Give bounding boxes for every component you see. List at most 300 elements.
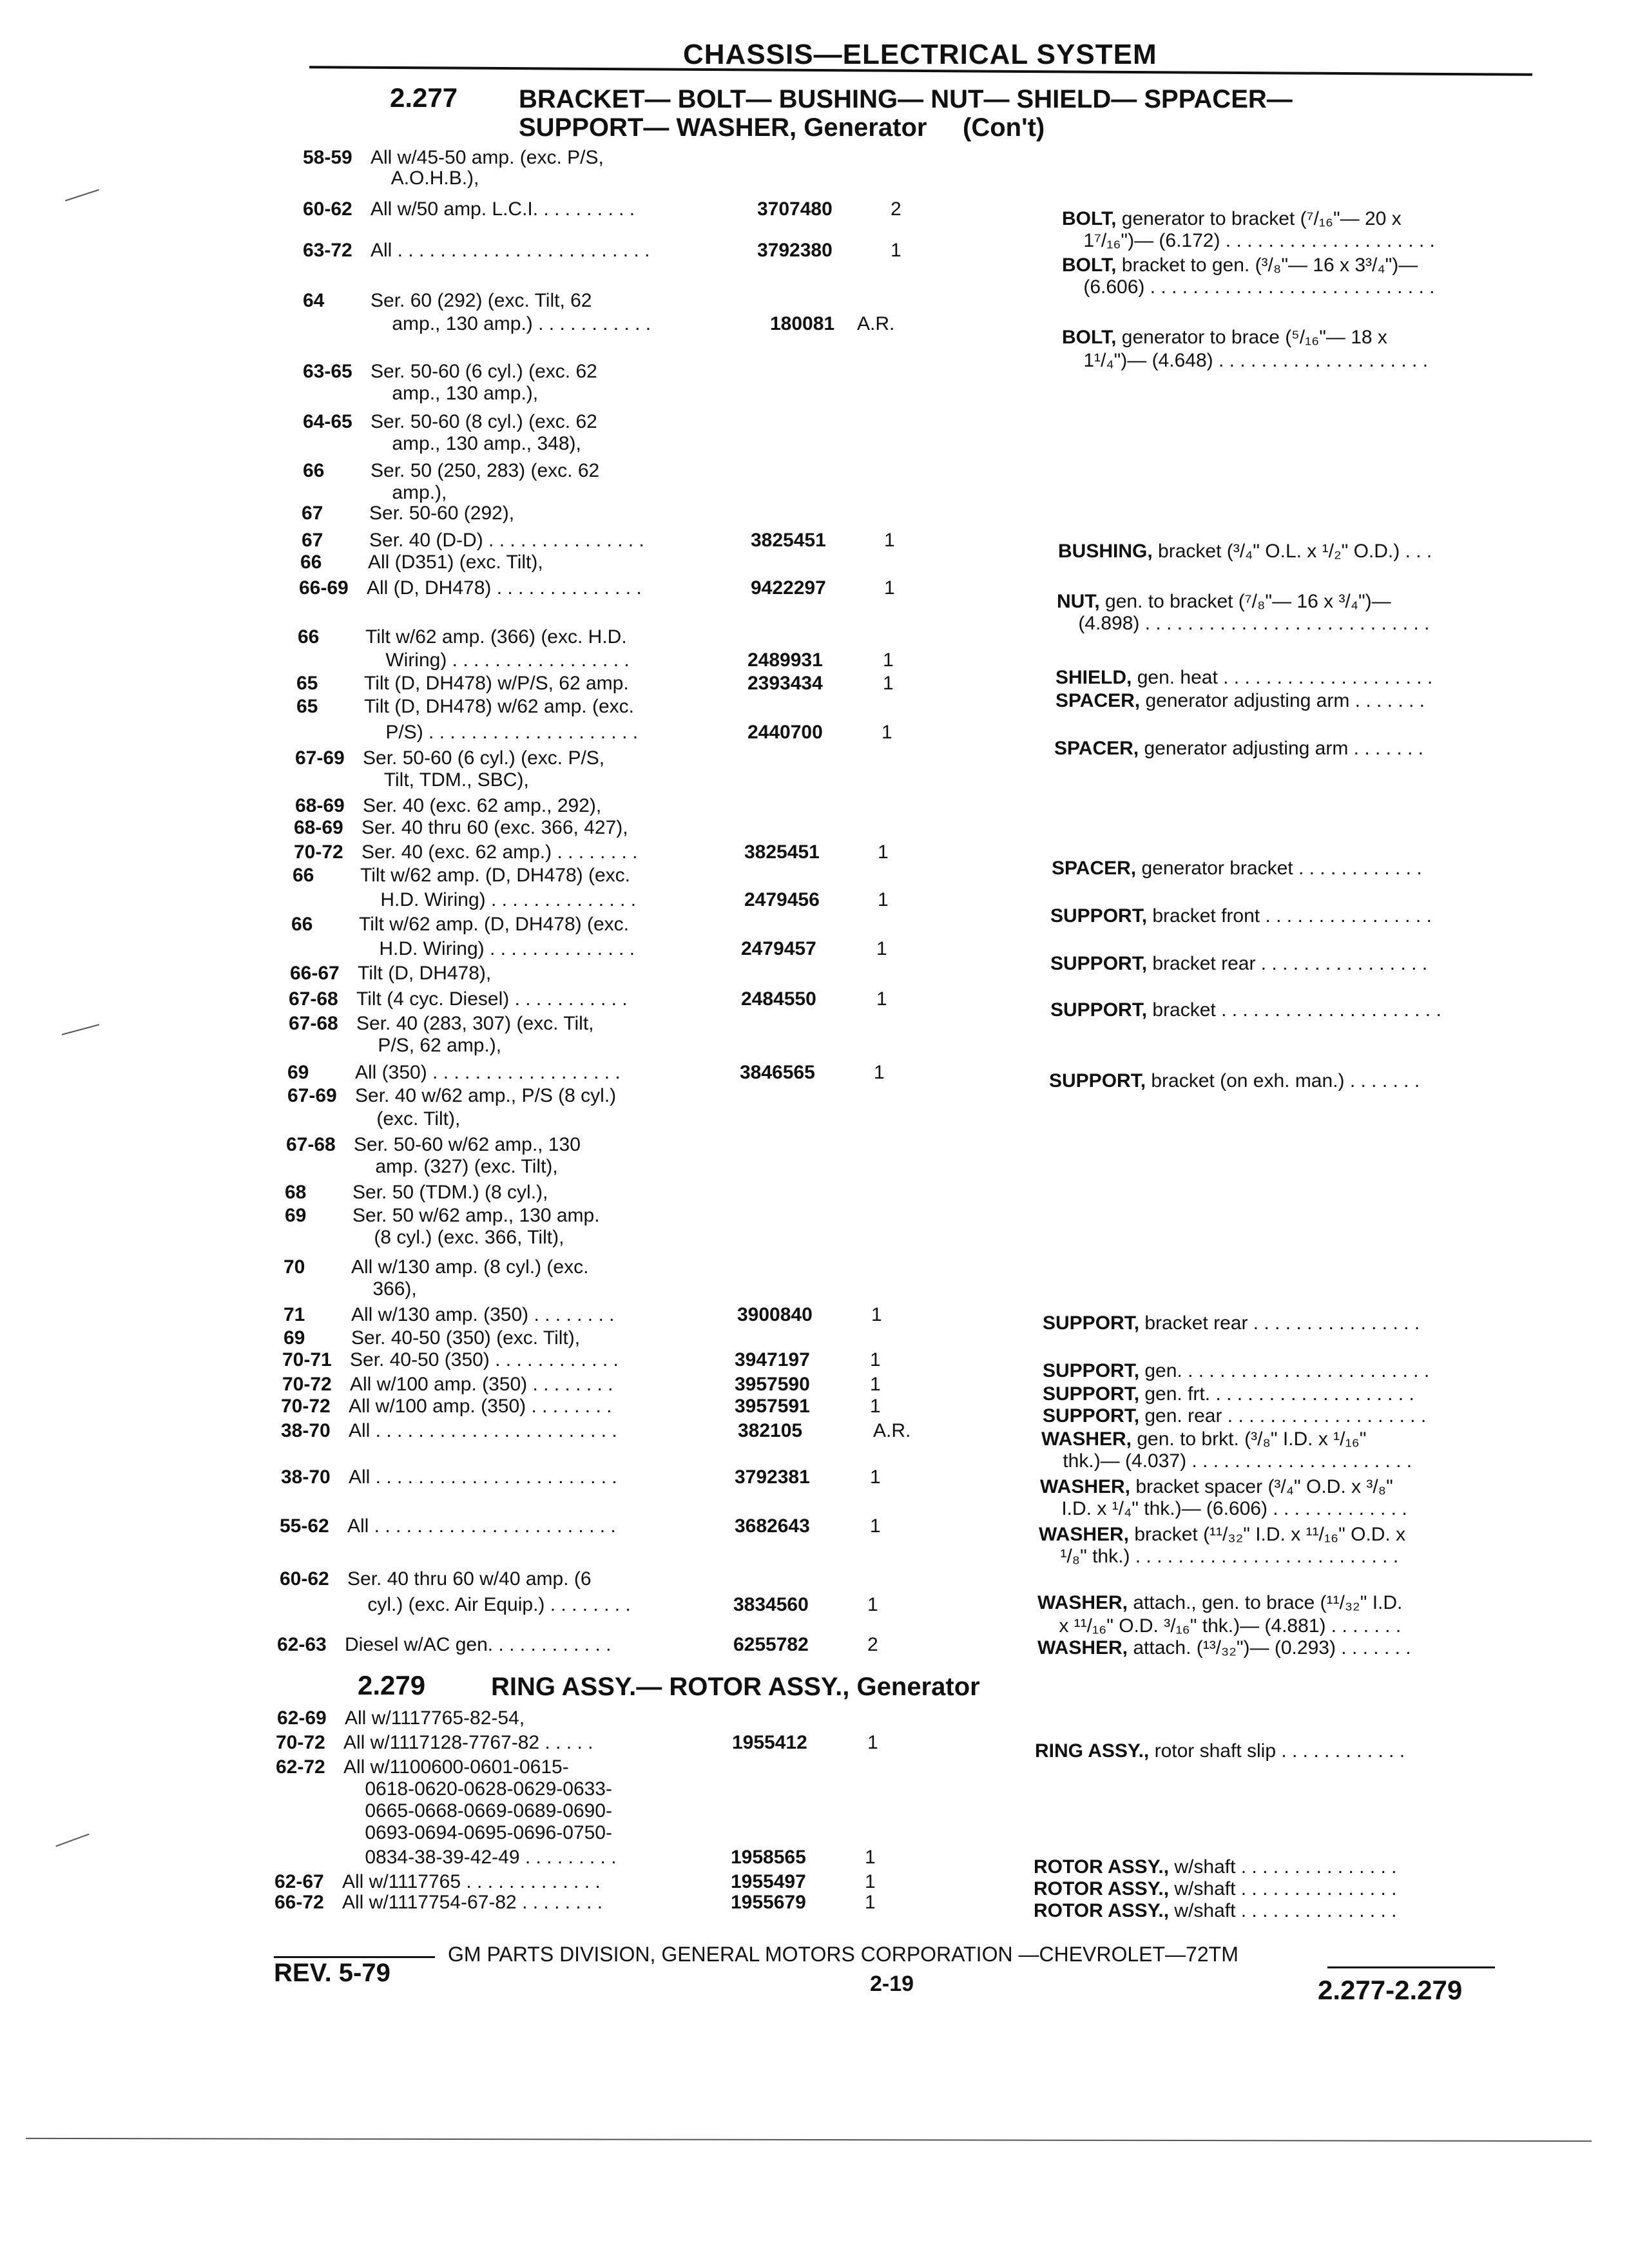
model-application: All w/1117765-82-54, <box>345 1707 525 1729</box>
quantity: 1 <box>870 1374 881 1395</box>
table-row <box>303 240 947 262</box>
model-years: 70-72 <box>294 841 343 863</box>
part-specification: bracket to gen. (³/₈"— 16 x 3³/₄")— <box>1116 255 1418 276</box>
model-application: Tilt w/62 amp. (D, DH478) (exc. <box>359 914 629 935</box>
model-years: 67-68 <box>286 1134 336 1155</box>
model-years: 66 <box>300 552 322 573</box>
table-row <box>276 1822 920 1844</box>
part-name: SUPPORT, <box>1043 1312 1140 1334</box>
model-years: 60-62 <box>280 1568 329 1590</box>
model-years: 66 <box>293 865 314 886</box>
part-description <box>1050 999 1441 1022</box>
table-row <box>289 1035 933 1057</box>
part-specification: (6.606) . . . . . . . . . . . . . . . . . . . . . . . . . . . <box>1062 276 1435 298</box>
scan-mark <box>55 1834 89 1847</box>
table-row <box>285 1182 929 1204</box>
table-row <box>303 147 947 169</box>
table-row <box>285 1205 929 1227</box>
part-specification: ¹/₈" thk.) . . . . . . . . . . . . . . . . . . . . . . . . . <box>1039 1546 1399 1567</box>
table-row <box>294 841 938 863</box>
part-name: WASHER, <box>1039 1524 1130 1545</box>
part-number: 2489931 <box>747 649 823 671</box>
part-specification: attach., gen. to brace (¹¹/₃₂" I.D. <box>1128 1592 1403 1613</box>
part-description <box>1043 1383 1414 1406</box>
quantity: 1 <box>871 1304 882 1325</box>
model-years: 64-65 <box>303 411 352 432</box>
quantity: 1 <box>882 722 892 743</box>
model-years: 65 <box>296 696 318 717</box>
model-years: 70 <box>284 1256 305 1278</box>
model-application: Ser. 50-60 (6 cyl.) (exc. P/S, <box>363 747 605 769</box>
part-description <box>1057 590 1391 613</box>
page-number: 2-19 <box>870 1972 914 1996</box>
part-specification: gen. to brkt. (³/₈" I.D. x ¹/₁₆" <box>1132 1428 1367 1450</box>
part-specification: bracket spacer (³/₄" O.D. x ³/₈" <box>1130 1476 1393 1497</box>
model-years: 38-70 <box>281 1466 331 1488</box>
part-description <box>1043 1360 1429 1383</box>
table-row <box>290 938 934 960</box>
table-row <box>282 1349 927 1371</box>
table-row <box>284 1256 928 1278</box>
part-specification: gen. to bracket (⁷/₈"— 16 x ³/₄")— <box>1099 591 1391 612</box>
model-years: 62-67 <box>275 1871 324 1892</box>
model-years: 55-62 <box>280 1515 329 1537</box>
model-years: 67-68 <box>289 988 338 1010</box>
model-application: Ser. 40 thru 60 w/40 amp. (6 <box>347 1568 592 1590</box>
part-specification: attach. (¹³/₃₂")— (0.293) . . . . . . . <box>1128 1637 1411 1658</box>
table-row <box>303 482 947 504</box>
part-description <box>1055 666 1432 689</box>
model-application: 0693-0694-0695-0696-0750- <box>343 1822 612 1843</box>
quantity: 1 <box>876 988 887 1010</box>
part-name: WASHER, <box>1040 1476 1131 1497</box>
part-number: 2479456 <box>744 889 820 910</box>
part-name: SHIELD, <box>1055 667 1132 688</box>
quantity: A.R. <box>857 313 895 334</box>
quantity: 1 <box>883 649 894 671</box>
quantity: 1 <box>884 530 895 551</box>
part-description <box>1062 207 1402 231</box>
footer-revision: REV. 5-79 <box>274 1959 390 1987</box>
model-application: amp., 130 amp.), <box>371 383 539 404</box>
model-application: (8 cyl.) (exc. 366, Tilt), <box>352 1227 564 1248</box>
part-description <box>1039 1545 1398 1568</box>
part-specification: generator to bracket (⁷/₁₆"— 20 x <box>1116 208 1402 229</box>
model-application: Ser. 40 thru 60 (exc. 366, 427), <box>361 817 628 838</box>
part-number: 3957591 <box>735 1396 810 1417</box>
part-name: BOLT, <box>1062 327 1117 348</box>
model-application: Ser. 50 (TDM.) (8 cyl.), <box>352 1182 548 1203</box>
part-name: ROTOR ASSY., <box>1034 1900 1170 1921</box>
part-name: WASHER, <box>1041 1428 1132 1450</box>
part-specification: w/shaft . . . . . . . . . . . . . . . <box>1169 1856 1397 1878</box>
part-specification: bracket . . . . . . . . . . . . . . . . . . . . . <box>1147 999 1441 1021</box>
model-application: All (350) . . . . . . . . . . . . . . . . . . <box>355 1062 621 1083</box>
model-application: Tilt, TDM., SBC), <box>363 769 529 791</box>
table-row <box>302 503 946 524</box>
quantity: 2 <box>867 1634 878 1655</box>
model-application: All w/130 amp. (8 cyl.) (exc. <box>351 1256 589 1278</box>
model-application: P/S, 62 amp.), <box>356 1035 502 1056</box>
part-name: SPACER, <box>1052 858 1137 879</box>
part-specification: bracket (on exh. man.) . . . . . . . <box>1146 1070 1420 1091</box>
part-specification: w/shaft . . . . . . . . . . . . . . . <box>1169 1900 1397 1921</box>
quantity: 1 <box>878 841 889 863</box>
model-application: Ser. 50-60 w/62 amp., 130 <box>354 1134 581 1155</box>
model-years: 66-72 <box>275 1892 324 1913</box>
section-title-line1: RING ASSY.— ROTOR ASSY., Generator <box>491 1673 980 1701</box>
section-number: 2.277 <box>390 82 458 113</box>
table-row <box>291 889 936 911</box>
table-row <box>284 1278 928 1300</box>
table-row <box>303 383 947 405</box>
model-years: 70-72 <box>281 1396 331 1417</box>
model-years: 67-68 <box>289 1013 338 1034</box>
part-specification: bracket rear . . . . . . . . . . . . . . . . <box>1147 953 1428 974</box>
model-years: 63-65 <box>303 361 352 382</box>
table-row <box>285 1227 929 1249</box>
table-row <box>280 1568 924 1590</box>
model-application: Tilt w/62 amp. (D, DH478) (exc. <box>360 865 630 886</box>
table-row <box>275 1871 919 1893</box>
part-name: RING ASSY., <box>1035 1740 1150 1762</box>
table-row <box>286 1134 930 1156</box>
table-row <box>303 168 947 189</box>
model-years: 67 <box>302 503 323 524</box>
part-description <box>1043 1405 1426 1428</box>
section-title-line1: BRACKET— BOLT— BUSHING— NUT— SHIELD— SPPACER— <box>519 85 1293 113</box>
model-years: 66-67 <box>290 963 340 984</box>
table-row <box>276 1778 920 1800</box>
model-years: 64 <box>303 290 325 311</box>
model-application: Ser. 60 (292) (exc. Tilt, 62 <box>371 290 592 311</box>
model-application: Ser. 50 (250, 283) (exc. 62 <box>371 460 600 481</box>
table-row <box>287 1108 932 1130</box>
part-name: WASHER, <box>1037 1592 1128 1613</box>
part-name: ROTOR ASSY., <box>1034 1856 1170 1878</box>
model-years: 67-69 <box>287 1085 337 1106</box>
model-application: Tilt w/62 amp. (366) (exc. H.D. <box>365 626 627 648</box>
part-description <box>1043 1312 1420 1335</box>
part-name: SUPPORT, <box>1043 1360 1140 1381</box>
table-row <box>296 649 941 671</box>
part-specification: I.D. x ¹/₄" thk.)— (6.606) . . . . . . . . . . . . . <box>1040 1498 1407 1519</box>
model-application: amp., 130 amp.) . . . . . . . . . . . <box>371 313 651 334</box>
model-years: 62-72 <box>276 1756 325 1778</box>
model-application: cyl.) (exc. Air Equip.) . . . . . . . . <box>346 1594 631 1615</box>
model-years: 67 <box>302 530 323 551</box>
table-row <box>295 747 940 769</box>
part-number: 2440700 <box>747 722 823 743</box>
model-application: Ser. 50-60 (292), <box>369 503 515 524</box>
model-application: Tilt (D, DH478) w/62 amp. (exc. <box>364 696 634 717</box>
model-application: All . . . . . . . . . . . . . . . . . . . . . . . <box>347 1515 616 1537</box>
part-name: SUPPORT, <box>1043 1405 1140 1427</box>
part-specification: bracket (¹¹/₃₂" I.D. x ¹¹/₁₆" O.D. x <box>1129 1524 1406 1545</box>
model-years: 62-69 <box>277 1707 327 1729</box>
table-row <box>291 914 936 936</box>
part-specification: gen. heat . . . . . . . . . . . . . . . . . . . . <box>1132 667 1433 688</box>
quantity: 1 <box>884 577 895 599</box>
quantity: 1 <box>870 1349 881 1370</box>
model-application: All w/130 amp. (350) . . . . . . . . <box>351 1304 615 1325</box>
part-description <box>1062 229 1435 253</box>
part-specification: generator adjusting arm . . . . . . . <box>1139 738 1424 759</box>
table-row <box>281 1396 925 1418</box>
quantity: A.R. <box>873 1420 911 1441</box>
part-description <box>1037 1637 1411 1660</box>
part-description <box>1062 326 1387 349</box>
part-name: NUT, <box>1057 591 1100 612</box>
table-row <box>276 1800 920 1822</box>
table-row <box>281 1466 925 1488</box>
model-years: 68-69 <box>295 795 345 816</box>
model-application: All (D, DH478) . . . . . . . . . . . . . . <box>367 577 642 599</box>
section-range: 2.277-2.279 <box>1318 1975 1463 2005</box>
table-row <box>277 1634 921 1656</box>
model-application: Ser. 50-60 (8 cyl.) (exc. 62 <box>371 411 597 432</box>
part-specification: generator to brace (⁵/₁₆"— 18 x <box>1116 327 1387 348</box>
model-years: 66 <box>303 460 325 481</box>
part-number: 3825451 <box>751 530 826 551</box>
part-number: 9422297 <box>751 577 826 599</box>
table-row <box>298 626 942 648</box>
part-specification: thk.)— (4.037) . . . . . . . . . . . . . . . . . . . . . <box>1041 1450 1412 1472</box>
part-description <box>1062 276 1434 299</box>
model-application: Ser. 40 (283, 307) (exc. Tilt, <box>356 1013 594 1034</box>
part-description <box>1034 1856 1396 1879</box>
part-number: 3846565 <box>740 1062 815 1083</box>
part-description <box>1037 1615 1401 1638</box>
model-application: Ser. 40 (exc. 62 amp., 292), <box>363 795 602 816</box>
table-row <box>303 411 947 433</box>
model-application: Ser. 50 w/62 amp., 130 amp. <box>352 1205 600 1226</box>
quantity: 1 <box>883 673 894 694</box>
model-years: 69 <box>285 1205 307 1226</box>
table-row <box>286 1156 930 1178</box>
table-row <box>289 988 933 1010</box>
part-specification: bracket rear . . . . . . . . . . . . . . . . <box>1139 1312 1420 1334</box>
table-row <box>303 313 947 335</box>
part-name: WASHER, <box>1037 1637 1128 1658</box>
part-number: 1955497 <box>731 1871 806 1892</box>
model-application: All w/1100600-0601-0615- <box>343 1756 569 1778</box>
page-header-title: CHASSIS—ELECTRICAL SYSTEM <box>683 39 1157 70</box>
table-row <box>303 198 947 220</box>
model-application: Ser. 40-50 (350) (exc. Tilt), <box>351 1327 581 1349</box>
model-years: 68-69 <box>294 817 343 838</box>
part-number: 3957590 <box>735 1374 810 1395</box>
table-row <box>276 1847 920 1869</box>
section-number: 2.279 <box>358 1670 426 1700</box>
part-description <box>1034 1899 1396 1923</box>
part-description <box>1041 1450 1412 1473</box>
part-name: ROTOR ASSY., <box>1034 1878 1170 1899</box>
model-years: 63-72 <box>303 240 352 261</box>
table-row <box>276 1732 920 1754</box>
model-application: amp., 130 amp., 348), <box>371 433 581 454</box>
model-application: Ser. 40-50 (350) . . . . . . . . . . . . <box>350 1349 619 1370</box>
model-application: amp.), <box>371 482 447 503</box>
model-years: 70-72 <box>282 1374 332 1395</box>
part-name: BOLT, <box>1062 208 1117 229</box>
part-description <box>1055 689 1425 713</box>
model-application: All w/100 amp. (350) . . . . . . . . <box>349 1396 612 1417</box>
model-application: H.D. Wiring) . . . . . . . . . . . . . . <box>359 889 637 910</box>
table-row <box>287 1062 932 1084</box>
model-application: 366), <box>351 1278 417 1300</box>
quantity: 1 <box>891 240 901 261</box>
part-number: 3707480 <box>757 198 833 220</box>
part-name: SPACER, <box>1054 738 1139 759</box>
part-description <box>1040 1497 1407 1521</box>
part-description <box>1050 952 1427 975</box>
part-number: 3834560 <box>733 1594 809 1615</box>
table-row <box>282 1374 927 1396</box>
part-specification: gen. frt. . . . . . . . . . . . . . . . . . . . <box>1139 1383 1414 1405</box>
table-row <box>303 361 947 383</box>
part-number: 6255782 <box>733 1634 809 1655</box>
part-description <box>1057 612 1429 635</box>
part-number: 3825451 <box>744 841 820 863</box>
quantity: 1 <box>867 1732 878 1753</box>
part-number: 2393434 <box>747 673 823 694</box>
scan-mark <box>62 1024 99 1035</box>
part-specification: 1¹/₄")— (4.648) . . . . . . . . . . . . . . . . . . . . <box>1062 350 1429 371</box>
quantity: 1 <box>870 1515 881 1537</box>
model-application: H.D. Wiring) . . . . . . . . . . . . . . <box>358 938 635 959</box>
table-row <box>290 963 934 985</box>
model-application: All w/50 amp. L.C.I. . . . . . . . . . <box>371 198 635 220</box>
table-row <box>275 1892 919 1914</box>
part-specification: gen. . . . . . . . . . . . . . . . . . . . . . . . <box>1139 1360 1430 1381</box>
part-specification: generator bracket . . . . . . . . . . . . <box>1136 858 1422 879</box>
part-specification: x ¹¹/₁₆" O.D. ³/₁₆" thk.)— (4.881) . . . . . . . <box>1037 1615 1402 1637</box>
table-row <box>303 433 947 455</box>
part-name: SPACER, <box>1055 690 1141 711</box>
model-application: Ser. 40 (D-D) . . . . . . . . . . . . . . . <box>369 530 644 551</box>
model-application: 0618-0620-0628-0629-0633- <box>343 1778 612 1800</box>
model-application: (exc. Tilt), <box>355 1108 461 1129</box>
part-number: 2484550 <box>741 988 816 1010</box>
part-specification: w/shaft . . . . . . . . . . . . . . . <box>1169 1878 1397 1899</box>
part-description <box>1041 1428 1366 1451</box>
quantity: 1 <box>870 1396 881 1417</box>
model-application: All w/100 amp. (350) . . . . . . . . <box>350 1374 613 1395</box>
part-description <box>1034 1878 1396 1901</box>
part-description <box>1052 857 1422 880</box>
table-row <box>287 1085 932 1107</box>
model-application: A.O.H.B.), <box>371 168 479 189</box>
part-number: 1958565 <box>731 1847 806 1868</box>
part-specification: gen. rear . . . . . . . . . . . . . . . . . . . <box>1139 1405 1427 1427</box>
part-specification: rotor shaft slip . . . . . . . . . . . . <box>1149 1740 1405 1762</box>
model-application: Ser. 40 (exc. 62 amp.) . . . . . . . . <box>361 841 638 863</box>
model-years: 66 <box>298 626 320 648</box>
model-application: Ser. 40 w/62 amp., P/S (8 cyl.) <box>355 1085 617 1106</box>
model-application: All . . . . . . . . . . . . . . . . . . . . . . . <box>349 1420 617 1441</box>
model-years: 68 <box>285 1182 307 1203</box>
model-application: All . . . . . . . . . . . . . . . . . . . . . . . <box>349 1466 617 1488</box>
model-application: All w/1117765 . . . . . . . . . . . . . <box>342 1871 601 1892</box>
model-years: 58-59 <box>303 147 352 168</box>
table-row <box>295 769 940 791</box>
part-description <box>1037 1591 1402 1615</box>
model-years: 70-72 <box>276 1732 325 1753</box>
model-years: 69 <box>284 1327 305 1349</box>
quantity: 1 <box>867 1594 878 1615</box>
footer-rule-right <box>1327 1966 1495 1968</box>
part-number: 3947197 <box>735 1349 810 1370</box>
part-description <box>1035 1740 1405 1763</box>
part-name: BOLT, <box>1062 255 1117 276</box>
table-row <box>289 1013 933 1035</box>
part-number: 2479457 <box>741 938 816 959</box>
table-row <box>303 460 947 482</box>
part-description <box>1062 349 1428 372</box>
table-row <box>284 1304 928 1326</box>
part-specification: bracket (³/₄" O.L. x ¹/₂" O.D.) . . . <box>1152 541 1432 562</box>
table-row <box>277 1707 921 1729</box>
part-number: 3900840 <box>737 1304 813 1325</box>
part-description <box>1062 254 1418 277</box>
part-specification: 1⁷/₁₆")— (6.172) . . . . . . . . . . . . . . . . . . . . <box>1062 230 1435 251</box>
scan-mark <box>65 189 99 202</box>
model-application: Tilt (D, DH478) w/P/S, 62 amp. <box>364 673 629 694</box>
model-years: 65 <box>296 673 318 694</box>
part-description <box>1049 1070 1420 1093</box>
model-years: 62-63 <box>277 1634 327 1655</box>
quantity: 1 <box>870 1466 881 1488</box>
model-application: Tilt (4 cyc. Diesel) . . . . . . . . . . . <box>356 988 628 1010</box>
model-application: 0665-0668-0669-0689-0690- <box>343 1800 612 1821</box>
part-name: SUPPORT, <box>1043 1383 1140 1405</box>
table-row <box>276 1756 920 1778</box>
part-name: SUPPORT, <box>1050 999 1148 1021</box>
model-application: All (D351) (exc. Tilt), <box>368 552 543 573</box>
quantity: 2 <box>891 198 901 220</box>
model-years: 60-62 <box>303 198 352 220</box>
part-specification: generator adjusting arm . . . . . . . <box>1140 690 1425 711</box>
model-application: All w/1117128-7767-82 . . . . . <box>343 1732 593 1753</box>
model-application: All w/45-50 amp. (exc. P/S, <box>371 147 604 168</box>
quantity: 1 <box>876 938 887 959</box>
table-row <box>303 290 947 312</box>
footer-rule-left <box>274 1956 435 1958</box>
table-row <box>280 1515 924 1537</box>
quantity: 1 <box>865 1871 876 1892</box>
table-row <box>281 1420 925 1442</box>
part-description <box>1039 1523 1405 1546</box>
part-number: 3792380 <box>757 240 833 261</box>
quantity: 1 <box>874 1062 885 1083</box>
table-row <box>296 696 941 718</box>
part-number: 180081 <box>770 313 835 334</box>
model-years: 69 <box>287 1062 309 1083</box>
section-title-line2: SUPPORT— WASHER, Generator (Con't) <box>519 113 1045 142</box>
model-application: All w/1117754-67-82 . . . . . . . . <box>342 1892 603 1913</box>
scan-mark <box>26 2138 1592 2142</box>
model-application: All . . . . . . . . . . . . . . . . . . . . . . . . <box>371 240 650 261</box>
part-name: SUPPORT, <box>1050 905 1148 927</box>
table-row <box>294 817 938 839</box>
table-row <box>299 577 943 599</box>
model-years: 70-71 <box>282 1349 332 1370</box>
quantity: 1 <box>865 1847 876 1868</box>
part-number: 3682643 <box>735 1515 810 1537</box>
table-row <box>302 530 946 552</box>
table-row <box>300 552 945 573</box>
